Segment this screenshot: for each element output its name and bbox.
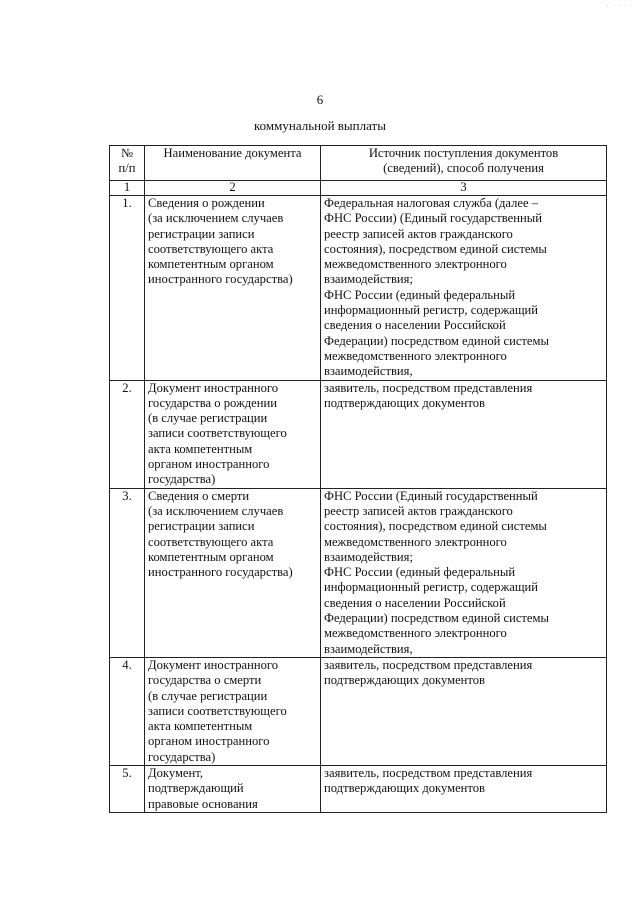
text-line: взаимодействия; [324, 272, 413, 287]
row-number: 2. [110, 380, 145, 488]
text-line: Федерации) посредством единой системы [324, 333, 549, 348]
document-source [321, 657, 607, 765]
text-line: заявитель, посредством представления [324, 380, 533, 395]
document-name [145, 488, 321, 657]
text-line: состояния), посредством единой системы [324, 241, 547, 256]
text-line: взаимодействия, [324, 364, 413, 379]
scan-edge-mark: · · · · · [606, 2, 634, 10]
text-line: регистрации записи [148, 226, 255, 241]
text-line: акта компетентным [148, 719, 253, 734]
text-line: Федерации) посредством единой системы [324, 611, 549, 626]
text-line: межведомственного электронного [324, 348, 507, 363]
text-line: государства о рождении [148, 395, 277, 410]
table-row [110, 657, 607, 765]
document-name [145, 657, 321, 765]
text-line: заявитель, посредством представления [324, 765, 533, 780]
text-line: Источник поступления документов [368, 146, 559, 160]
text-line: (в случае регистрации [148, 411, 268, 426]
text-line: иностранного государства) [148, 272, 293, 287]
text-line: ФНС России (единый федеральный [324, 565, 516, 580]
text-line: заявитель, посредством представления [324, 657, 533, 672]
documents-table [109, 145, 607, 813]
document-source [321, 196, 607, 381]
text-line: акта компетентным [148, 441, 253, 456]
text-line: ФНС России (Единый государственный [324, 488, 538, 503]
text-line: сведения о населении Российской [324, 595, 506, 610]
table-header-row [110, 146, 607, 181]
text-line: подтверждающий [148, 781, 244, 796]
text-line: компетентным органом [148, 549, 274, 564]
text-line: Федеральная налоговая служба (далее – [324, 196, 539, 210]
text-line: информационный регистр, содержащий [324, 580, 539, 595]
text-line: (за исключением случаев [148, 211, 284, 226]
text-line: подтверждающих документов [324, 395, 485, 410]
header-source [321, 146, 607, 181]
text-line: межведомственного электронного [324, 257, 507, 272]
text-line: записи соответствующего [148, 703, 287, 718]
text-line: подтверждающих документов [324, 673, 485, 688]
text-line: информационный регистр, содержащий [324, 303, 539, 318]
text-line: состояния), посредством единой системы [324, 519, 547, 534]
document-name [145, 765, 321, 812]
text-line: компетентным органом [148, 257, 274, 272]
table-body [110, 196, 607, 813]
row-number: 4. [110, 657, 145, 765]
text-line: сведения о населении Российской [324, 318, 506, 333]
document-name [145, 380, 321, 488]
document-name [145, 196, 321, 381]
text-line: правовые основания [148, 796, 258, 811]
text-line: подтверждающих документов [324, 781, 485, 796]
text-line: Документ, [148, 765, 203, 780]
row-number: 3. [110, 488, 145, 657]
text-line: Сведения о рождении [148, 196, 265, 210]
document-source [321, 765, 607, 812]
text-line: взаимодействия; [324, 549, 413, 564]
text-line: органом иностранного [148, 457, 270, 472]
text-line: межведомственного электронного [324, 626, 507, 641]
text-line: Сведения о смерти [148, 488, 250, 503]
column-number-row [110, 181, 607, 196]
column-number: 3 [321, 181, 607, 196]
text-line: соответствующего акта [148, 534, 274, 549]
text-line: ФНС России (единый федеральный [324, 287, 516, 302]
text-line: Документ иностранного [148, 380, 279, 395]
row-number: 5. [110, 765, 145, 812]
text-line: взаимодействия, [324, 641, 413, 656]
document-source [321, 380, 607, 488]
text-line: Наименование документа [163, 146, 302, 160]
document-source [321, 488, 607, 657]
text-line: (за исключением случаев [148, 503, 284, 518]
row-number: 1. [110, 196, 145, 381]
continuation-heading: коммунальной выплаты [254, 118, 386, 133]
text-line: реестр записей актов гражданского [324, 226, 513, 241]
text-line: органом иностранного [148, 734, 270, 749]
text-line: (в случае регистрации [148, 688, 268, 703]
column-number: 1 [110, 181, 145, 196]
table-row [110, 488, 607, 657]
table-row [110, 196, 607, 381]
text-line: межведомственного электронного [324, 534, 507, 549]
page-number: 6 [316, 92, 324, 107]
text-line: № [120, 146, 134, 160]
text-line: иностранного государства) [148, 565, 293, 580]
header-num [110, 146, 145, 181]
text-line: (сведений), способ получения [383, 161, 544, 176]
text-line: Документ иностранного [148, 657, 279, 672]
text-line: записи соответствующего [148, 426, 287, 441]
text-line: государства) [148, 749, 216, 764]
text-line: ФНС России) (Единый государственный [324, 211, 542, 226]
text-line: реестр записей актов гражданского [324, 503, 513, 518]
table-row [110, 380, 607, 488]
text-line: регистрации записи [148, 519, 255, 534]
text-line: п/п [118, 161, 136, 176]
text-line: государства о смерти [148, 673, 262, 688]
table-row [110, 765, 607, 812]
text-line: государства) [148, 472, 216, 487]
column-number: 2 [145, 181, 321, 196]
text-line: соответствующего акта [148, 241, 274, 256]
header-name [145, 146, 321, 181]
